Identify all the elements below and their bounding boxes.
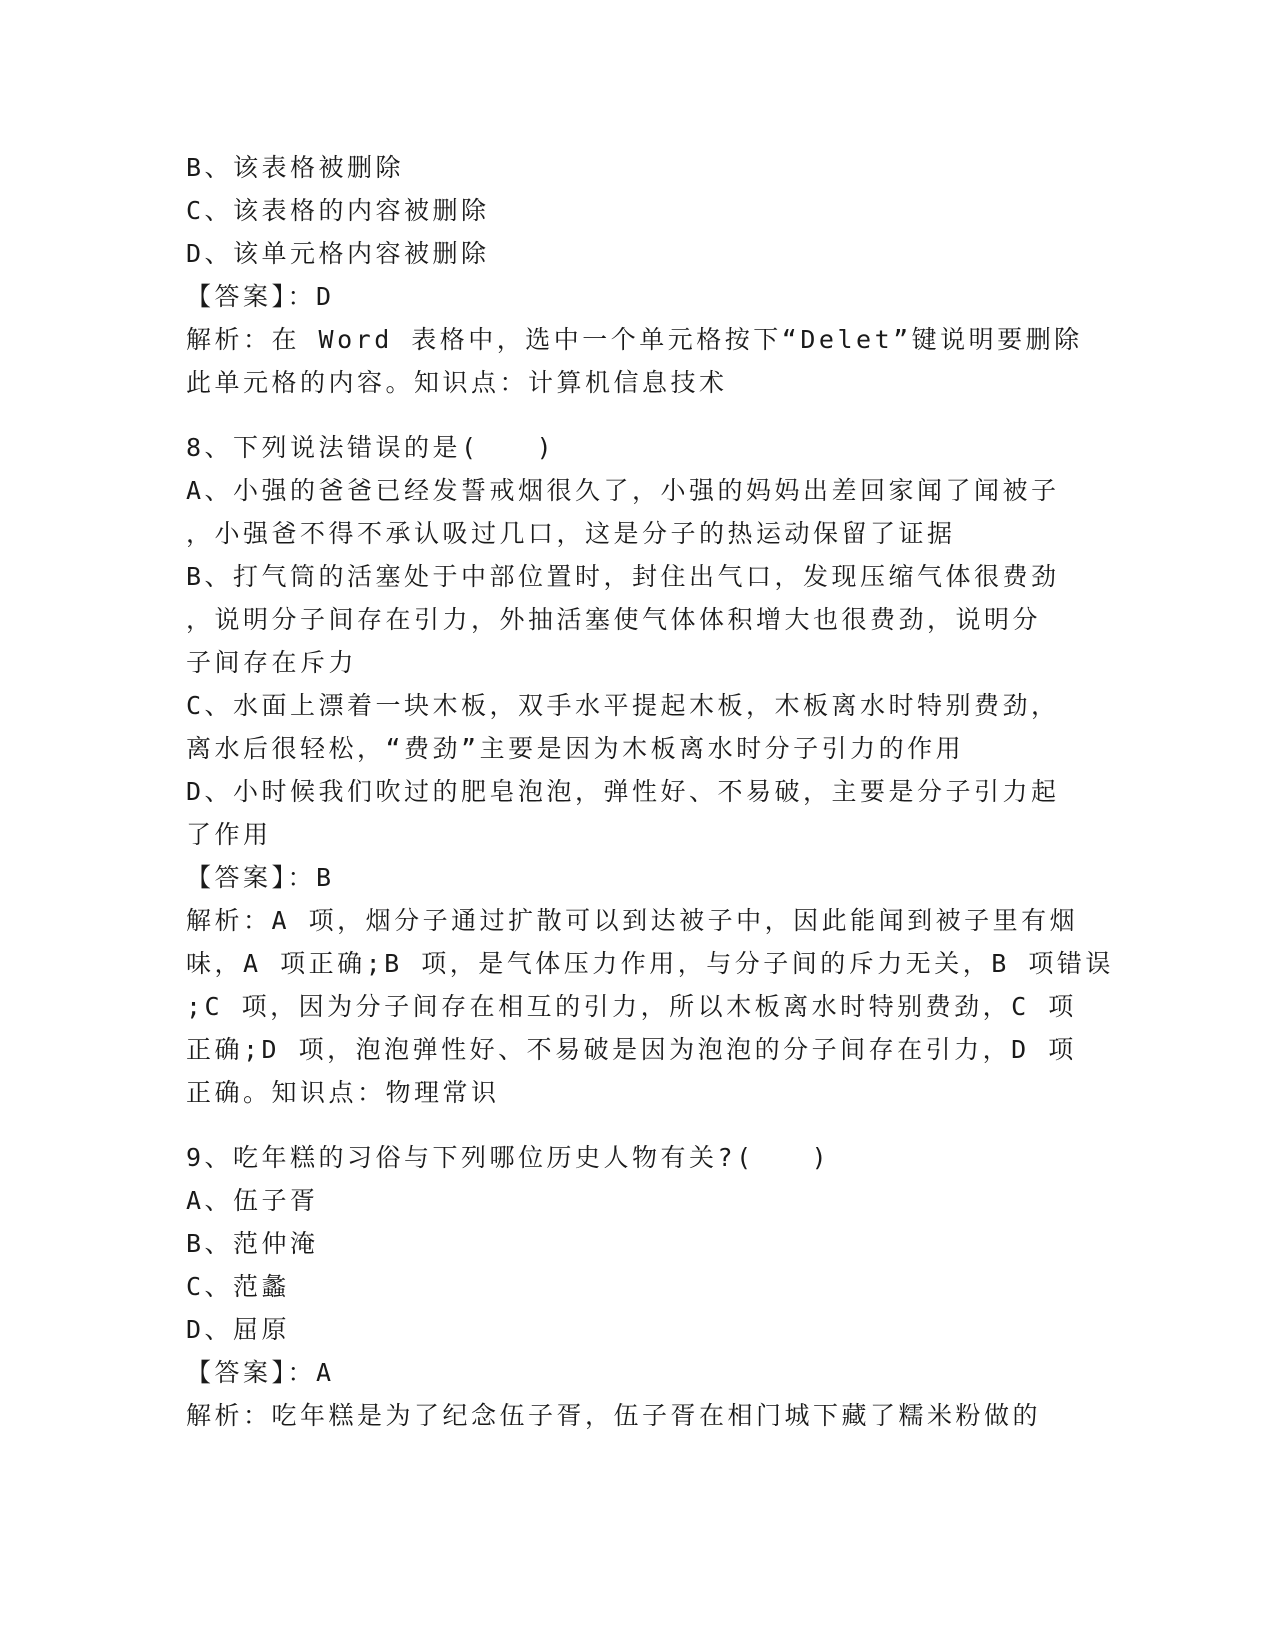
q9-answer: 【答案】：A [186,1358,335,1387]
q9-option-c: C、范蠡 [186,1272,291,1301]
q8-analysis-line: 味，A 项正确;B 项，是气体压力作用，与分子间的斥力无关，B 项错误 [186,949,1114,978]
q8-analysis-line: ;C 项，因为分子间存在相互的引力，所以木板离水时特别费劲，C 项 [186,992,1077,1021]
q7-option-d: D、该单元格内容被删除 [186,239,490,268]
q7-analysis-line: 解析：在 Word 表格中，选中一个单元格按下“Delet”键说明要删除 [186,325,1083,354]
q8-option-b-line: ，说明分子间存在引力，外抽活塞使气体体积增大也很费劲，说明分 [186,605,1042,634]
q8-option-b-line: B、打气筒的活塞处于中部位置时，封住出气口，发现压缩气体很费劲 [186,562,1060,591]
q8-option-a-line: ，小强爸不得不承认吸过几口，这是分子的热运动保留了证据 [186,519,956,548]
q8-analysis-line: 正确;D 项，泡泡弹性好、不易破是因为泡泡的分子间存在引力，D 项 [186,1035,1077,1064]
q7-answer: 【答案】：D [186,282,335,311]
paragraph-gap [186,404,1086,426]
q9-option-b: B、范仲淹 [186,1229,319,1258]
q8-option-d-line: 了作用 [186,820,272,849]
q7-option-b: B、该表格被删除 [186,153,405,182]
q8-option-c-line: C、水面上漂着一块木板，双手水平提起木板，木板离水时特别费劲， [186,691,1060,720]
q7-option-c: C、该表格的内容被删除 [186,196,490,225]
q8-analysis-line: 解析：A 项，烟分子通过扩散可以到达被子中，因此能闻到被子里有烟 [186,906,1079,935]
paragraph-gap [186,1114,1086,1136]
q8-option-a-line: A、小强的爸爸已经发誓戒烟很久了，小强的妈妈出差回家闻了闻被子 [186,476,1060,505]
question-7-tail [186,146,1086,404]
q8-option-b-line: 子间存在斥力 [186,648,358,677]
question-9 [186,1136,1086,1437]
q8-option-d-line: D、小时候我们吹过的肥皂泡泡，弹性好、不易破，主要是分子引力起 [186,777,1060,806]
q8-option-c-line: 离水后很轻松，“费劲”主要是因为木板离水时分子引力的作用 [186,734,965,763]
q9-question: 9、吃年糕的习俗与下列哪位历史人物有关?( ) [186,1143,831,1172]
question-8 [186,426,1114,1114]
q8-answer: 【答案】：B [186,863,335,892]
document-content [186,146,1114,1437]
q8-question: 8、下列说法错误的是( ) [186,433,556,462]
q9-option-a: A、伍子胥 [186,1186,319,1215]
q8-analysis-line: 正确。知识点：物理常识 [186,1078,500,1107]
q7-analysis-line: 此单元格的内容。知识点：计算机信息技术 [186,368,728,397]
q9-analysis-line: 解析：吃年糕是为了纪念伍子胥，伍子胥在相门城下藏了糯米粉做的 [186,1401,1042,1430]
q9-option-d: D、屈原 [186,1315,291,1344]
